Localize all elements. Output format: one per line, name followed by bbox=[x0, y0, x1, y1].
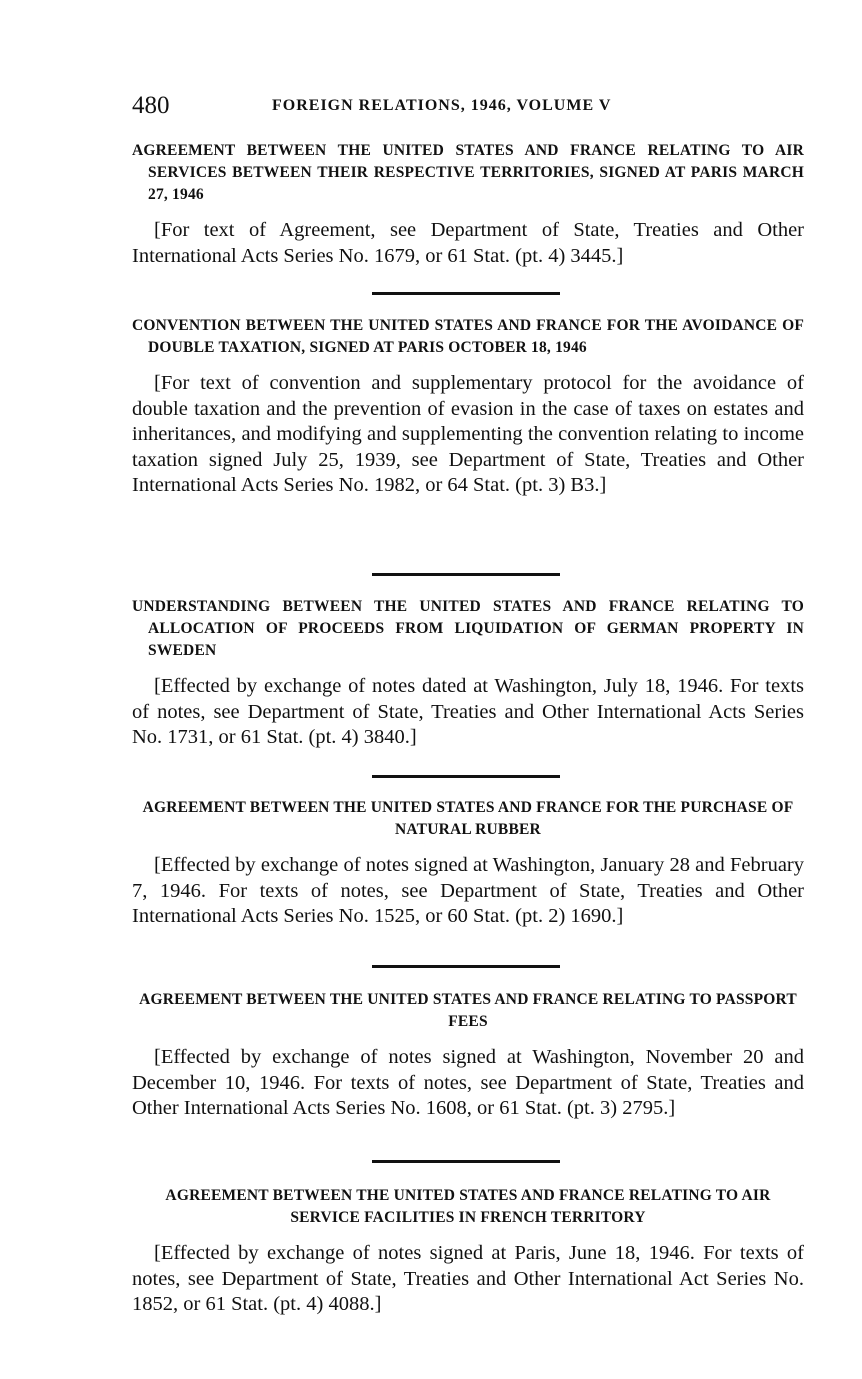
section-air-service-facilities-agreement bbox=[132, 1185, 804, 1318]
section-heading: AGREEMENT BETWEEN THE UNITED STATES AND FRANCE RELATING TO AIR SERVICE FACILITIES IN FRENCH TERRITORY bbox=[165, 1187, 771, 1226]
section-divider bbox=[372, 965, 560, 968]
section-body: [Effected by exchange of notes signed at Paris, June 18, 1946. For texts of notes, see Department of State, Treaties and Other International Act Series No. 1852, or 61 Stat. (pt. 4) 4088.] bbox=[132, 1242, 804, 1315]
section-heading: AGREEMENT BETWEEN THE UNITED STATES AND FRANCE RELATING TO AIR SERVICES BETWEEN THEIR RESPECTIVE TERRITORIES, SIGNED AT PARIS MARCH 27, 1946 bbox=[132, 142, 804, 203]
section-body: [For text of Agreement, see Department of State, Treaties and Other International Acts Series No. 1679, or 61 Stat. (pt. 4) 3445.] bbox=[132, 219, 804, 267]
section-heading: AGREEMENT BETWEEN THE UNITED STATES AND FRANCE FOR THE PURCHASE OF NATURAL RUBBER bbox=[142, 799, 794, 838]
running-title: FOREIGN RELATIONS, 1946, VOLUME V bbox=[272, 97, 612, 114]
section-passport-fees-agreement bbox=[132, 989, 804, 1122]
section-body: [Effected by exchange of notes signed at Washington, January 28 and February 7, 1946. For texts of notes, see Department of State, Treaties and Other International Acts Series No. 1525, or 60 Stat. (pt. 2) 1690.] bbox=[132, 854, 804, 927]
page-number: 480 bbox=[132, 92, 170, 119]
section-natural-rubber-agreement bbox=[132, 797, 804, 930]
section-divider bbox=[372, 573, 560, 576]
section-divider bbox=[372, 292, 560, 295]
section-body: [Effected by exchange of notes signed at Washington, November 20 and December 10, 1946. For texts of notes, see Department of State, Treaties and Other International Acts Series No. 1608, or 61 Stat. (pt. 3) 2795.] bbox=[132, 1046, 804, 1119]
section-divider bbox=[372, 1160, 560, 1163]
section-body: [Effected by exchange of notes dated at Washington, July 18, 1946. For texts of notes, see Department of State, Treaties and Other International Acts Series No. 1731, or 61 Stat. (pt. 4) 3840.] bbox=[132, 675, 804, 748]
section-heading: CONVENTION BETWEEN THE UNITED STATES AND FRANCE FOR THE AVOIDANCE OF DOUBLE TAXATION, SIGNED AT PARIS OCTOBER 18, 1946 bbox=[132, 317, 804, 356]
section-heading: UNDERSTANDING BETWEEN THE UNITED STATES AND FRANCE RELATING TO ALLOCATION OF PROCEEDS FROM LIQUIDATION OF GERMAN PROPERTY IN SWEDEN bbox=[132, 598, 804, 659]
section-german-property-understanding bbox=[132, 596, 804, 751]
section-divider bbox=[372, 775, 560, 778]
section-double-taxation-convention bbox=[132, 315, 804, 499]
section-heading: AGREEMENT BETWEEN THE UNITED STATES AND FRANCE RELATING TO PASSPORT FEES bbox=[139, 991, 797, 1030]
section-air-services-agreement bbox=[132, 140, 804, 269]
running-header bbox=[132, 92, 804, 126]
section-body: [For text of convention and supplementary protocol for the avoidance of double taxation and the prevention of evasion in the case of taxes on estates and inheritances, and modifying and supplementing the convention relating to income taxation signed July 25, 1939, see Department of State, Treaties and Other International Acts Series No. 1982, or 64 Stat. (pt. 3) B3.] bbox=[132, 372, 804, 496]
